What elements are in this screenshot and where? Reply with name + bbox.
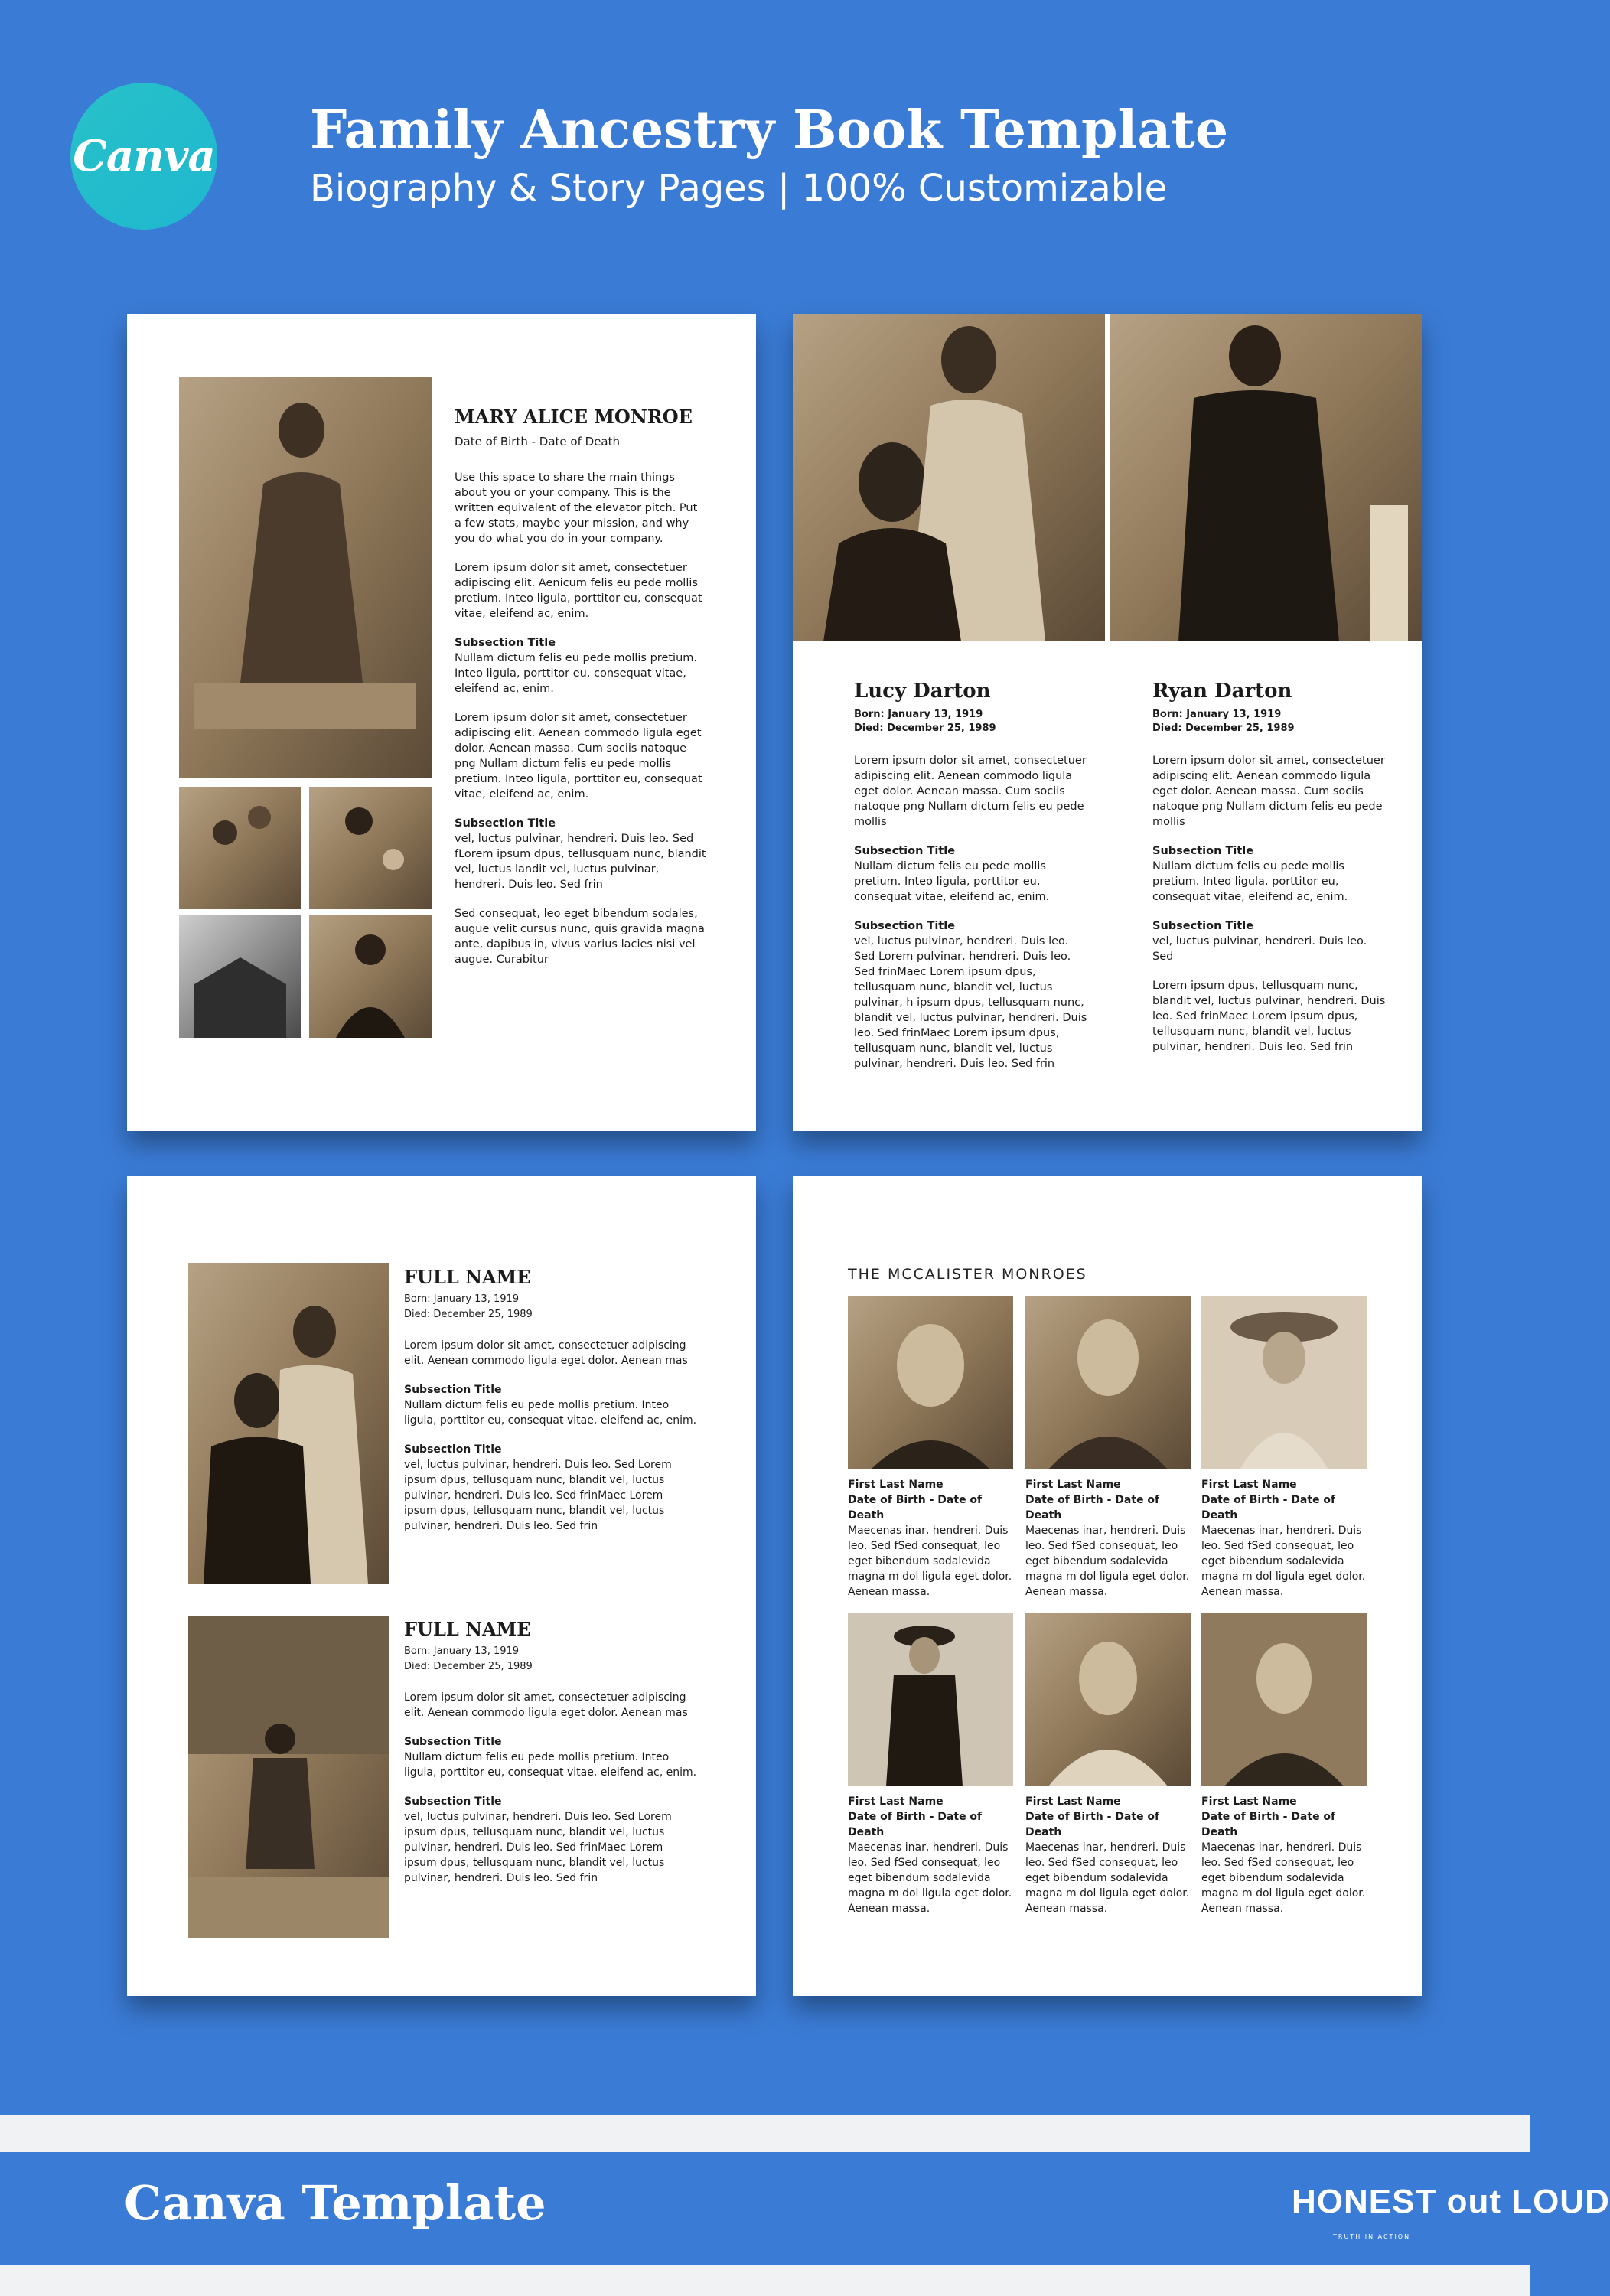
canva-logo [70,83,217,230]
portrait-photo [1025,1296,1191,1469]
died-date: Died: December 25, 1989 [854,722,996,734]
portrait-photo [1201,1296,1367,1469]
person-card [1025,1794,1195,1916]
died-date: Died: December 25, 1989 [404,1309,533,1320]
died-date: Died: December 25, 1989 [404,1661,533,1672]
subsection-title: Subsection Title [1152,920,1254,932]
photo-mother-baby [309,787,432,909]
card-text: Maecenas inar, hendreri. Duis leo. Sed fSed consequat, leo eget bibendum sodalevida magna m dol ligula eget dolor. Aenean massa. [1025,1841,1190,1915]
biography-text [404,1690,698,1900]
person-name: FULL NAME [404,1266,531,1288]
subsection-title: Subsection Title [404,1795,502,1808]
family-heading: THE MCCALISTER MONROES [848,1266,1087,1283]
footer-stripe [0,2115,1530,2152]
photo-couple [188,1263,389,1584]
portrait-photo [848,1613,1013,1786]
photo-lucy-ryan [793,314,1105,641]
page-title: Family Ancestry Book Template [310,99,1229,161]
subsection-title: Subsection Title [404,1384,502,1396]
photo-ryan [1110,314,1422,641]
paragraph: Lorem ipsum dolor sit amet, consectetuer adipiscing elit. Aenean commodo ligula eget dolor. Aenean massa. Cum sociis natoque png Nullam dictum felis eu pede mollis pretium. Inteo ligula, porttitor eu, consequat vitae, eleifend ac, enim. [455,712,702,801]
paragraph: Lorem ipsum dolor sit amet, consectetuer adipiscing elit. Aenean commodo ligula eget dolor. Aenean mas [404,1691,688,1719]
subsection-text: vel, luctus pulvinar, hendreri. Duis leo. Sed Lorem ipsum dpus, tellusquam nunc, blandit vel, luctus pulvinar, hendreri. Duis leo. Sed frinMaec Lorem ipsum dpus, tellusquam nunc, blandit vel, luctus pulvinar, hendreri. Duis leo. Sed frin [404,1459,672,1532]
person-card [848,1794,1018,1916]
paragraph: Lorem ipsum dolor sit amet, consectetuer adipiscing elit. Aenean commodo ligula eget dolor. Aenean massa. Cum sociis natoque png Nullam dictum felis eu pede mollis [1152,755,1385,828]
logo-text: Canva [73,131,215,181]
person-name: FULL NAME [404,1618,531,1640]
person-name: Lucy Darton [854,680,991,703]
born-date: Born: January 13, 1919 [1152,709,1282,720]
card-text: Maecenas inar, hendreri. Duis leo. Sed fSed consequat, leo eget bibendum sodalevida magna m dol ligula eget dolor. Aenean massa. [1025,1525,1190,1598]
person-name: MARY ALICE MONROE [455,406,693,428]
card-dates: Date of Birth - Date of Death [1025,1811,1160,1838]
person-card [1201,1477,1371,1600]
subsection-text: Nullam dictum felis eu pede mollis pretium. Inteo ligula, porttitor eu, consequat vitae, eleifend ac, enim. [404,1751,697,1779]
subsection-text: Nullam dictum felis eu pede mollis pretium. Inteo ligula, porttitor eu, consequat vitae, eleifend ac, enim. [455,652,698,695]
paragraph: Lorem ipsum dolor sit amet, consectetuer adipiscing elit. Aenean commodo ligula eget dolor. Aenean mas [404,1339,688,1367]
brand-logo: HONEST out LOUD [1292,2183,1610,2220]
photo-old-house [179,915,301,1038]
biography-text [1152,753,1390,1068]
biography-page-2 [793,314,1422,1131]
card-dates: Date of Birth - Date of Death [848,1811,983,1838]
portrait-photo-main [179,377,432,778]
born-date: Born: January 13, 1919 [404,1293,520,1305]
card-name: First Last Name [848,1479,944,1491]
subsection-text: vel, luctus pulvinar, hendreri. Duis leo. Sed [1152,935,1367,963]
portrait-photo [848,1296,1013,1469]
born-date: Born: January 13, 1919 [854,709,983,720]
card-name: First Last Name [1201,1479,1297,1491]
subsection-title: Subsection Title [404,1736,502,1748]
page-subtitle: Biography & Story Pages | 100% Customizable [310,167,1168,210]
card-name: First Last Name [1201,1795,1297,1808]
person-card [1201,1794,1371,1916]
photo-young-man [309,915,432,1038]
subsection-text: Nullam dictum felis eu pede mollis pretium. Inteo ligula, porttitor eu, consequat vitae, eleifend ac, enim. [404,1399,697,1427]
subsection-title: Subsection Title [854,920,956,932]
subsection-text: vel, luctus pulvinar, hendreri. Duis leo. Sed Lorem pulvinar, hendreri. Duis leo. Sed frinMaec Lorem ipsum dpus, tellusquam nunc, blandit vel, luctus pulvinar, h ipsum dpus, tellusquam nunc, blandit vel, luctus pulvinar, hendreri. Duis leo. Sed frinMaec Lorem ipsum dpus, tellusquam nunc, blandit vel, luctus pulvinar, hendreri. Duis leo. Sed frin [854,935,1087,1070]
subsection-title: Subsection Title [455,817,556,830]
family-grid-page [793,1176,1422,1996]
subsection-text: Nullam dictum felis eu pede mollis pretium. Inteo ligula, porttitor eu, consequat vitae, eleifend ac, enim. [854,860,1050,903]
subsection-title: Subsection Title [854,845,956,857]
card-name: First Last Name [1025,1795,1121,1808]
paragraph: Lorem ipsum dolor sit amet, consectetuer adipiscing elit. Aenean commodo ligula eget dolor. Aenean massa. Cum sociis natoque png Nullam dictum felis eu pede mollis [854,755,1087,828]
portrait-photo [1201,1613,1367,1786]
paragraph: Lorem ipsum dpus, tellusquam nunc, blandit vel, luctus pulvinar, hendreri. Duis leo. Sed frinMaec Lorem ipsum dpus, tellusquam nunc, blandit vel, luctus pulvinar, hendreri. Duis leo. Sed frin [1152,980,1386,1053]
photo-couple-small [179,787,301,909]
portrait-photo [1025,1613,1191,1786]
footer-stripe-bottom [0,2265,1530,2296]
born-date: Born: January 13, 1919 [404,1645,520,1657]
subsection-title: Subsection Title [404,1443,502,1456]
card-name: First Last Name [1025,1479,1121,1491]
card-text: Maecenas inar, hendreri. Duis leo. Sed fSed consequat, leo eget bibendum sodalevida magna m dol ligula eget dolor. Aenean massa. [1201,1525,1366,1598]
person-card [848,1477,1018,1600]
footer-title: Canva Template [124,2175,546,2231]
card-text: Maecenas inar, hendreri. Duis leo. Sed fSed consequat, leo eget bibendum sodalevida magna m dol ligula eget dolor. Aenean massa. [848,1841,1012,1915]
card-dates: Date of Birth - Date of Death [848,1494,983,1521]
subsection-title: Subsection Title [1152,845,1254,857]
subsection-title: Subsection Title [455,637,556,649]
paragraph: Sed consequat, leo eget bibendum sodales, augue velit cursus nunc, quis gravida magna ante, dapibus in, vivus varius lacies nisi vel augue. Curabitur [455,908,705,966]
biography-text [854,753,1091,1085]
card-dates: Date of Birth - Date of Death [1025,1494,1160,1521]
person-dates: Date of Birth - Date of Death [455,435,621,448]
person-name: Ryan Darton [1152,680,1292,703]
intro-paragraph: Use this space to share the main things about you or your company. This is the written equivalent of the elevator pitch. Put a few stats, maybe your mission, and why you do what you do in your company. [455,471,698,545]
biography-page-1 [127,314,756,1131]
biography-text [455,470,707,981]
card-name: First Last Name [848,1795,944,1808]
subsection-text: vel, luctus pulvinar, hendreri. Duis leo. Sed fLorem ipsum dpus, tellusquam nunc, blandit vel, luctus landit vel, luctus pulvinar, hendreri. Duis leo. Sed frin [455,833,706,891]
biography-page-3 [127,1176,756,1996]
card-text: Maecenas inar, hendreri. Duis leo. Sed fSed consequat, leo eget bibendum sodalevida magna m dol ligula eget dolor. Aenean massa. [1201,1841,1366,1915]
died-date: Died: December 25, 1989 [1152,722,1295,734]
card-text: Maecenas inar, hendreri. Duis leo. Sed fSed consequat, leo eget bibendum sodalevida magna m dol ligula eget dolor. Aenean massa. [848,1525,1012,1598]
subsection-text: Nullam dictum felis eu pede mollis pretium. Inteo ligula, porttitor eu, consequat vitae, eleifend ac, enim. [1152,860,1348,903]
photo-child [188,1616,389,1938]
brand-tagline: TRUTH IN ACTION [1333,2233,1411,2240]
person-card [1025,1477,1195,1600]
paragraph: Lorem ipsum dolor sit amet, consectetuer adipiscing elit. Aenicum felis eu pede mollis pretium. Inteo ligula, porttitor eu, consequat vitae, eleifend ac, enim. [455,562,702,620]
biography-text [404,1338,698,1548]
subsection-text: vel, luctus pulvinar, hendreri. Duis leo. Sed Lorem ipsum dpus, tellusquam nunc, blandit vel, luctus pulvinar, hendreri. Duis leo. Sed frinMaec Lorem ipsum dpus, tellusquam nunc, blandit vel, luctus pulvinar, hendreri. Duis leo. Sed frin [404,1811,672,1884]
card-dates: Date of Birth - Date of Death [1201,1811,1336,1838]
card-dates: Date of Birth - Date of Death [1201,1494,1336,1521]
